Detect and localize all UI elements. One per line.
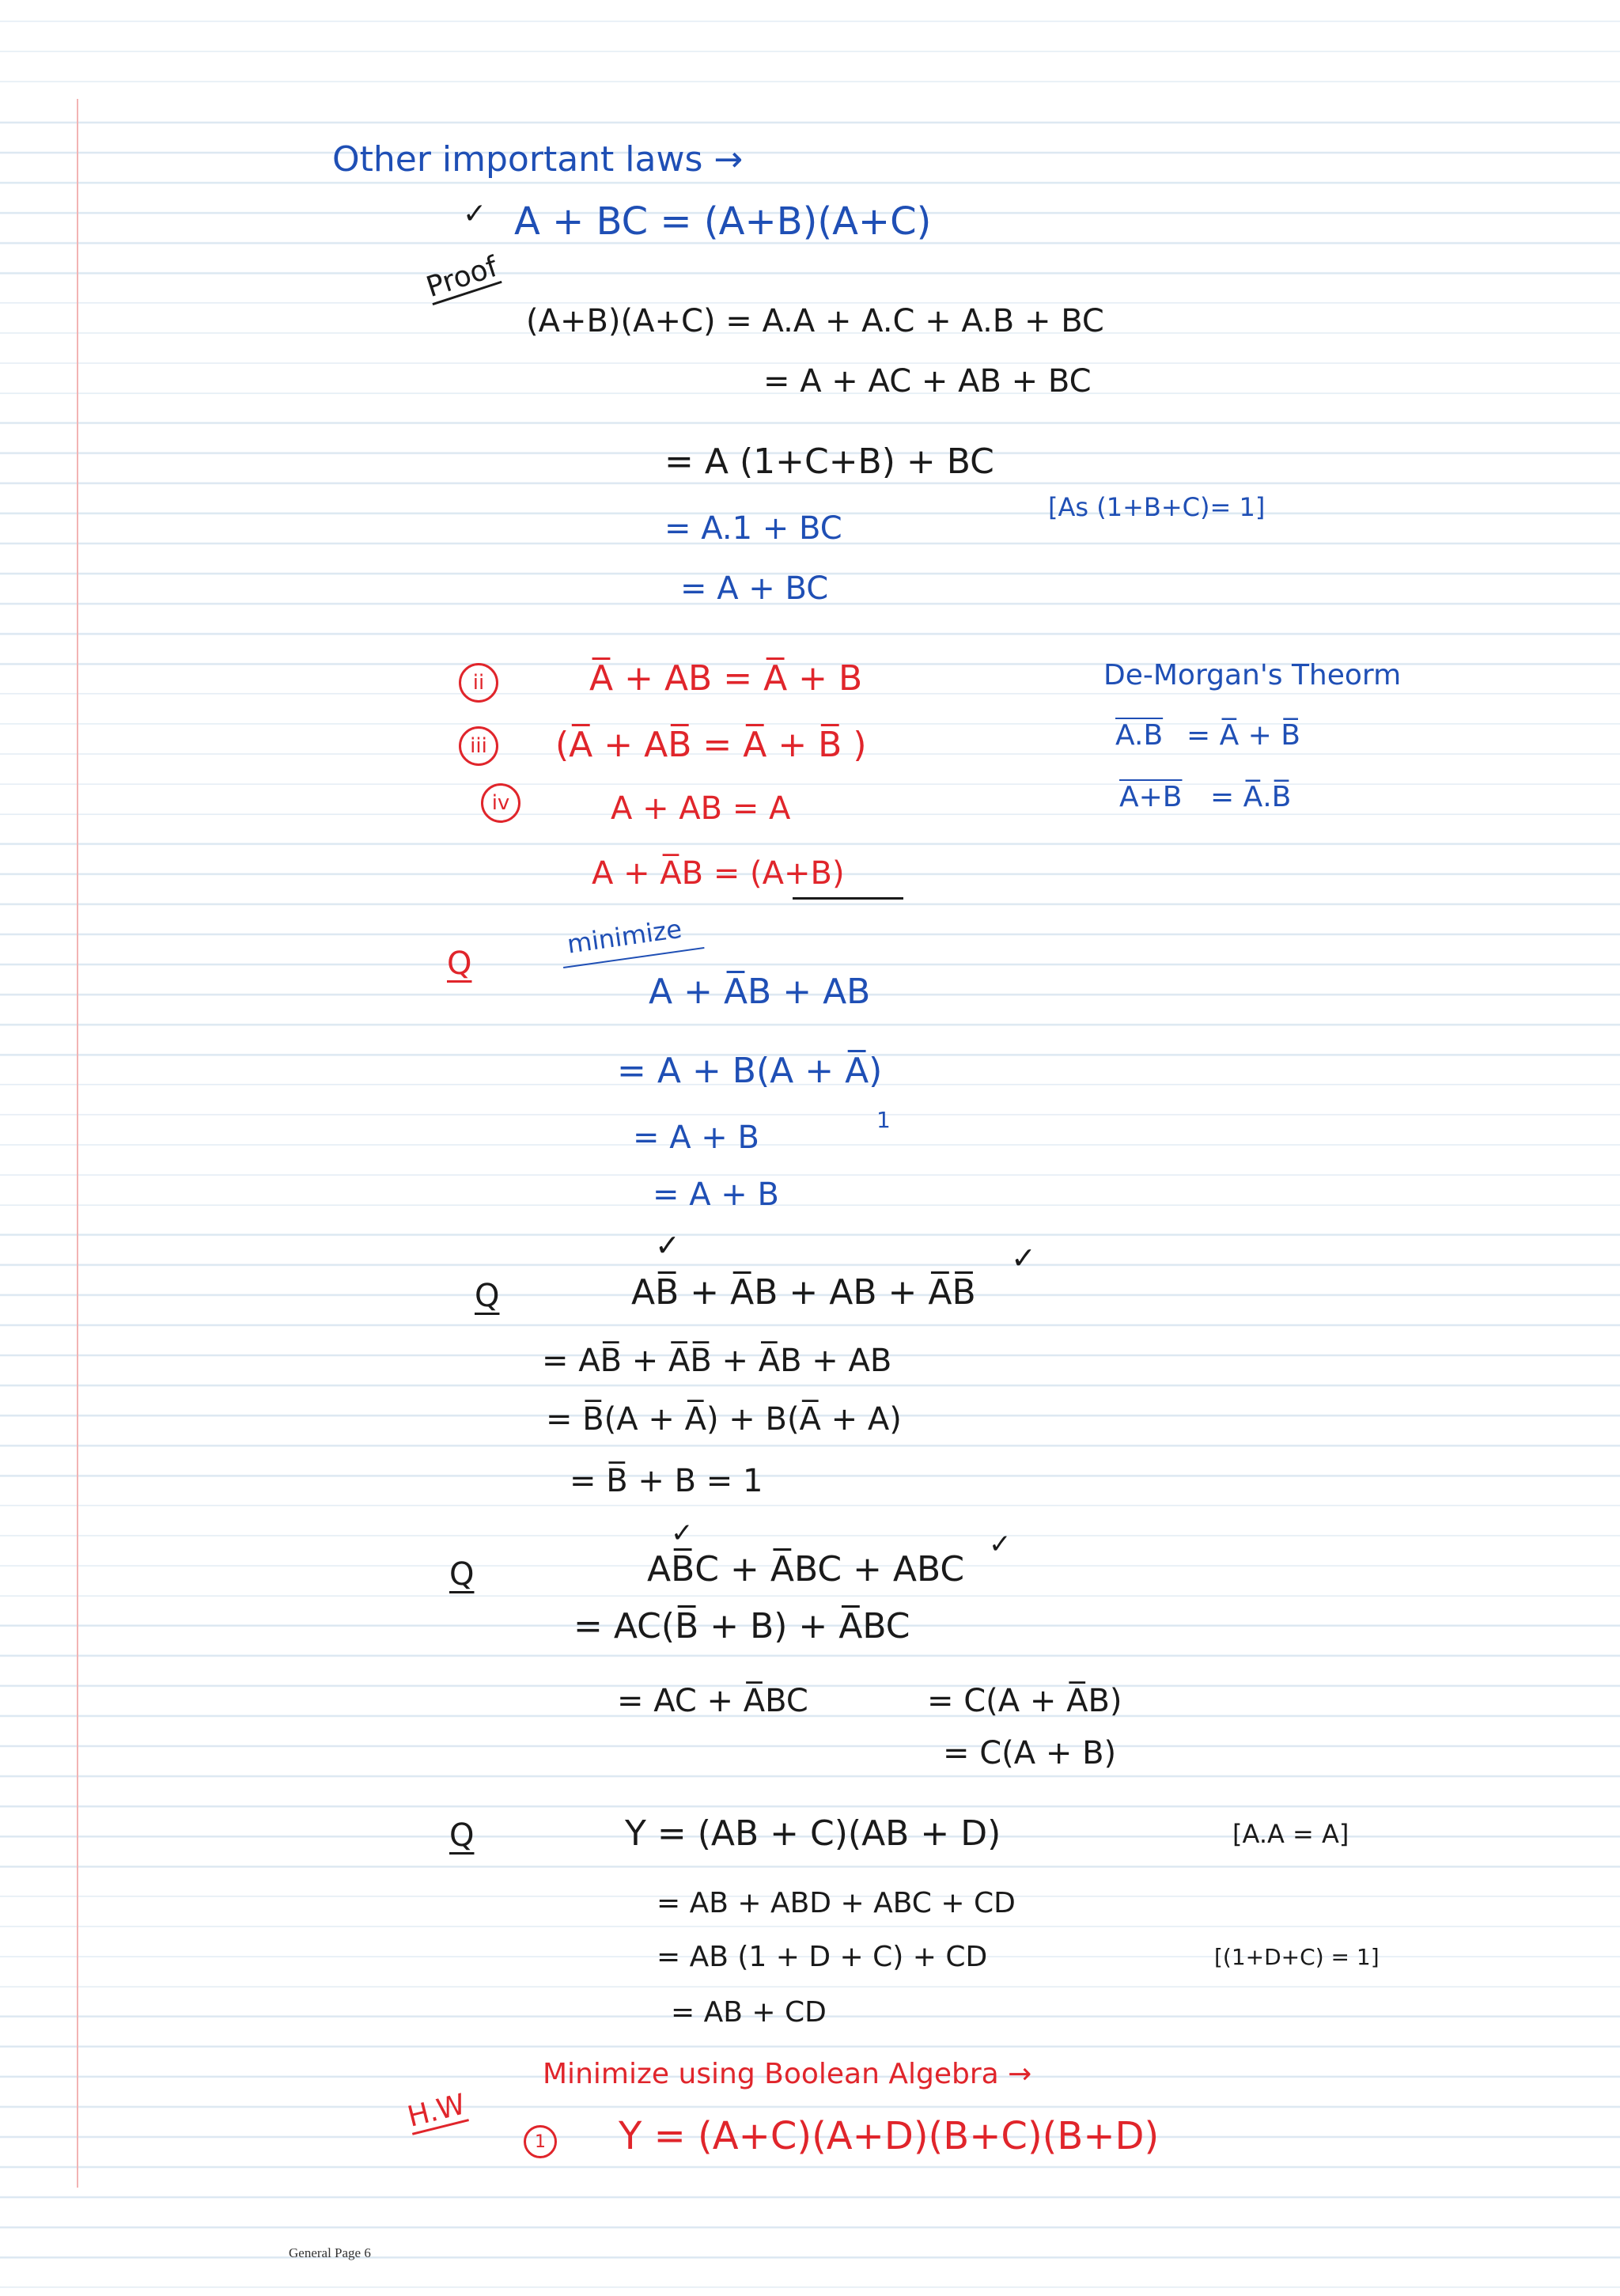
hw-item: Y = (A+C)(A+D)(B+C)(B+D) — [619, 2114, 1160, 2158]
q1-line-2: = A + B(A + A̅) — [617, 1051, 883, 1091]
q4-label: Q — [449, 1817, 475, 1854]
proof-line-2: = A + AC + AB + BC — [763, 363, 1092, 400]
demorgan-eq1-rhs: = A̅ + B̅ — [1187, 719, 1300, 752]
law-iv-marker: iv — [481, 783, 520, 823]
law-main: A + BC = (A+B)(A+C) — [514, 199, 932, 244]
law-iii: (A̅ + AB̅ = A̅ + B̅ ) — [555, 725, 867, 765]
law-iv: A + AB = A — [611, 790, 791, 827]
q2-line-3: = B̅(A + A̅) + B(A̅ + A) — [546, 1401, 902, 1438]
q4-note-1: [A.A = A] — [1232, 1819, 1349, 1849]
q3-line-3: = AC + A̅BC — [617, 1683, 808, 1719]
hw-label: H.W — [404, 2088, 469, 2134]
proof-label: Proof — [422, 250, 502, 305]
proof-line-5: = A + BC — [680, 570, 829, 607]
q3-line-2: = AC(B̅ + B) + A̅BC — [573, 1606, 910, 1646]
q3-line-4: = C(A + A̅B) — [927, 1683, 1122, 1719]
q1-note: minimize — [565, 913, 684, 960]
law-ii: A̅ + AB = A̅ + B — [589, 658, 863, 699]
law-v: A + A̅B = (A+B) — [592, 855, 845, 892]
checkmark-icon: ✓ — [1011, 1241, 1036, 1275]
section-heading: Other important laws → — [332, 139, 744, 180]
demorgan-eq1-bar: A.B — [1115, 719, 1164, 752]
q2-line-1: AB̅ + A̅B + AB + A̅B̅ — [631, 1272, 976, 1313]
q4-line-1: Y = (AB + C)(AB + D) — [625, 1813, 1001, 1854]
proof-line-4: = A.1 + BC — [664, 510, 842, 547]
q2-line-2: = AB̅ + A̅B̅ + A̅B + AB — [542, 1343, 892, 1379]
page-footer: General Page 6 — [289, 2245, 371, 2260]
q2-label: Q — [475, 1278, 500, 1314]
q2-line-4: = B̅ + B = 1 — [570, 1463, 763, 1499]
hw-item-marker: 1 — [524, 2125, 557, 2158]
checkmark-icon: ✓ — [989, 1529, 1012, 1560]
q4-line-3: = AB (1 + D + C) + CD — [657, 1941, 988, 1973]
q1-label: Q — [447, 945, 472, 982]
proof-line-1: (A+B)(A+C) = A.A + A.C + A.B + BC — [526, 303, 1104, 339]
checkmark-icon: ✓ — [463, 198, 487, 230]
proof-note: [As (1+B+C)= 1] — [1048, 492, 1266, 522]
q1-line-2-note: 1 — [876, 1107, 891, 1133]
q4-line-4: = AB + CD — [671, 1996, 827, 2029]
demorgan-eq2-rhs: = A̅.B̅ — [1210, 781, 1292, 813]
law-ii-marker: ii — [459, 663, 498, 703]
q4-line-2: = AB + ABD + ABC + CD — [657, 1887, 1016, 1919]
hw-instruction: Minimize using Boolean Algebra → — [543, 2058, 1032, 2090]
q3-line-1: AB̅C + A̅BC + ABC — [647, 1549, 965, 1589]
q1-line-3: = A + B — [633, 1120, 759, 1156]
q1-line-4: = A + B — [653, 1176, 779, 1213]
q3-label: Q — [449, 1556, 475, 1593]
q3-line-5: = C(A + B) — [943, 1735, 1117, 1771]
law-iii-marker: iii — [459, 726, 498, 766]
demorgan-eq2-bar: A+B — [1119, 781, 1183, 813]
q4-note-2: [(1+D+C) = 1] — [1214, 1944, 1380, 1970]
law-v-underline — [793, 897, 903, 900]
proof-line-3: = A (1+C+B) + BC — [664, 441, 994, 482]
demorgan-title: De-Morgan's Theorm — [1103, 659, 1402, 691]
q1-line-1: A + A̅B + AB — [649, 972, 871, 1012]
margin-line — [77, 99, 78, 2188]
checkmark-icon: ✓ — [655, 1228, 680, 1263]
checkmark-icon: ✓ — [671, 1517, 694, 1549]
